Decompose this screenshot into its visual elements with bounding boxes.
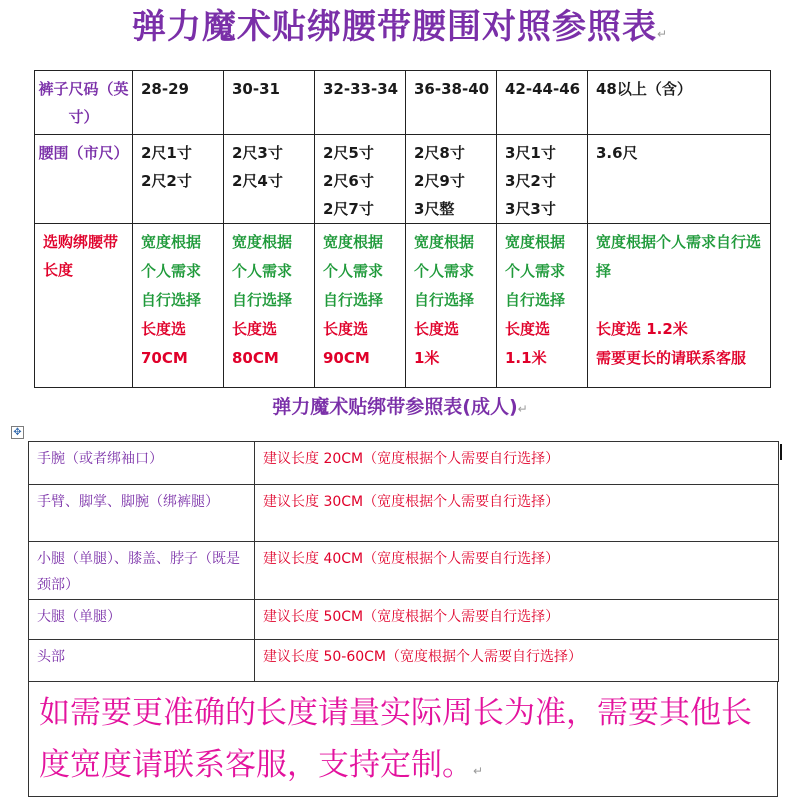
table-row	[29, 640, 779, 682]
waist-cell: 2尺1寸 2尺2寸	[133, 135, 224, 224]
size-cell: 28-29	[133, 71, 224, 135]
table-row	[29, 600, 779, 640]
body-part-cell: 手臂、脚掌、脚腕（绑裤腿）	[29, 485, 255, 542]
adult-section-title: 弹力魔术贴绑带参照表(成人)↵	[272, 396, 528, 418]
body-part-cell: 小腿（单腿）、膝盖、脖子（既是颈部）	[29, 542, 255, 600]
length-advice-cell: 建议长度 20CM（宽度根据个人需要自行选择）	[255, 442, 779, 485]
waist-cell: 3尺1寸 3尺2寸 3尺3寸	[497, 135, 588, 224]
waist-row	[35, 135, 771, 224]
adult-strap-table	[28, 441, 779, 682]
length-cell: 宽度根据 个人需求 自行选择 长度选 90CM	[315, 224, 406, 388]
length-cell: 宽度根据 个人需求 自行选择 长度选 1米	[406, 224, 497, 388]
table-row	[29, 485, 779, 542]
table-move-handle-icon[interactable]: ✥	[11, 426, 24, 439]
table-row	[29, 442, 779, 485]
length-row	[35, 224, 771, 388]
text-cursor	[780, 444, 782, 460]
waist-header: 腰围（市尺）	[35, 135, 133, 224]
size-cell: 36-38-40	[406, 71, 497, 135]
page-title: 弹力魔术贴绑腰带腰围对照参照表↵	[131, 7, 669, 47]
waist-cell: 2尺3寸 2尺4寸	[224, 135, 315, 224]
length-advice-cell: 建议长度 40CM（宽度根据个人需要自行选择）	[255, 542, 779, 600]
length-advice-cell: 建议长度 30CM（宽度根据个人需要自行选择）	[255, 485, 779, 542]
size-cell: 32-33-34	[315, 71, 406, 135]
waist-size-table	[34, 70, 771, 388]
length-advice-cell: 建议长度 50-60CM（宽度根据个人需要自行选择）	[255, 640, 779, 682]
size-cell: 48以上（含）	[588, 71, 771, 135]
body-part-cell: 大腿（单腿）	[29, 600, 255, 640]
length-cell: 宽度根据 个人需求 自行选择 长度选 80CM	[224, 224, 315, 388]
waist-cell: 2尺5寸 2尺6寸 2尺7寸	[315, 135, 406, 224]
table-row	[29, 542, 779, 600]
waist-cell: 2尺8寸 2尺9寸 3尺整	[406, 135, 497, 224]
pants-size-header: 裤子尺码（英寸）	[35, 71, 133, 135]
size-cell: 42-44-46	[497, 71, 588, 135]
length-cell: 宽度根据 个人需求 自行选择 长度选 70CM	[133, 224, 224, 388]
body-part-cell: 手腕（或者绑袖口）	[29, 442, 255, 485]
pants-size-row	[35, 71, 771, 135]
length-advice-cell: 建议长度 50CM（宽度根据个人需要自行选择）	[255, 600, 779, 640]
size-cell: 30-31	[224, 71, 315, 135]
waist-cell: 3.6尺	[588, 135, 771, 224]
custom-length-note: 如需要更准确的长度请量实际周长为准，需要其他长度宽度请联系客服，支持定制。↵	[28, 681, 778, 797]
length-cell: 宽度根据个人需求自行选择 长度选 1.2米 需要更长的请联系客服	[588, 224, 771, 388]
body-part-cell: 头部	[29, 640, 255, 682]
choose-length-header: 选购绑腰带长度	[35, 224, 133, 388]
length-cell: 宽度根据 个人需求 自行选择 长度选 1.1米	[497, 224, 588, 388]
